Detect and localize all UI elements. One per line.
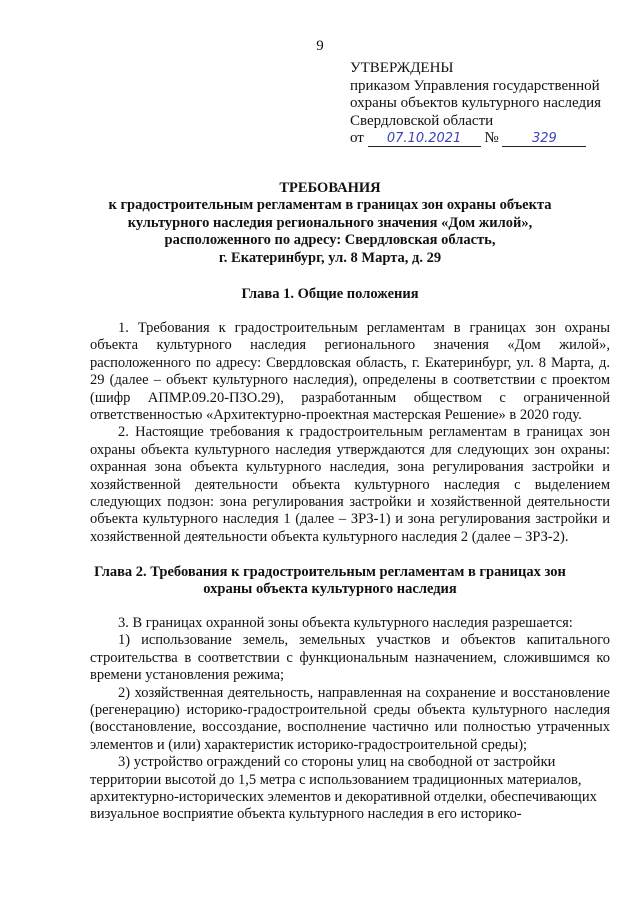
paragraph: 3) устройство ограждений со стороны улиц на свободной от застройки территории высотой до 1,5 метра с использованием традиционных материалов, архитектурно-исторических элементов и декоративной отделки, обеспечивающих визуальное восприятие объекта культурного наследия в его историко- bbox=[90, 754, 597, 823]
handwritten-date: 07.10.2021 bbox=[368, 131, 481, 147]
approval-line: приказом Управления государственной bbox=[350, 77, 600, 94]
chapter-2-title bbox=[90, 564, 570, 599]
chapter-2-title-line: Глава 2. Требования к градостроительным регламентам в границах зон bbox=[94, 564, 566, 580]
title-line: к градостроительным регламентам в границах зон охраны объекта bbox=[108, 197, 552, 214]
paragraph: 3. В границах охранной зоны объекта культурного наследия разрешается: bbox=[118, 615, 573, 631]
number-prefix: № bbox=[484, 130, 499, 146]
approval-line: Свердловской области bbox=[350, 112, 494, 129]
paragraph: 1. Требования к градостроительным регламентам в границах зон охраны объекта культурного наследия регионального значения «Дом жилой», расположенного по адресу: Свердловская область, г. Екатеринбург, ул. 8 Марта, д. 29 (далее – объект культурного наследия), определены в соответствии с проектом (шифр АПМР.09.20-ПЗО.29), разработанным обществом с ограниченной ответственностью «Архитектурно-проектная мастерская Решение» в 2020 году. bbox=[90, 320, 610, 424]
approval-title: УТВЕРЖДЕНЫ bbox=[350, 60, 454, 76]
chapter-2-body bbox=[90, 615, 610, 824]
approval-stamp bbox=[350, 60, 620, 148]
approval-date-row bbox=[350, 130, 620, 148]
approval-line: охраны объектов культурного наследия bbox=[350, 95, 602, 111]
chapter-2-title-line: охраны объекта культурного наследия bbox=[203, 581, 457, 598]
chapter-1-body bbox=[90, 320, 610, 546]
title-line: культурного наследия регионального значения «Дом жилой», bbox=[127, 214, 533, 231]
title-line: г. Екатеринбург, ул. 8 Марта, д. 29 bbox=[218, 249, 442, 266]
chapter-1-title: Глава 1. Общие положения bbox=[241, 286, 419, 302]
title-heading: ТРЕБОВАНИЯ bbox=[279, 180, 381, 196]
paragraph: 1) использование земель, земельных участков и объектов капитального строительства в соответствии с функциональным назначением, сложившимся ко времени установления режима; bbox=[90, 632, 610, 684]
handwritten-number: 329 bbox=[502, 131, 586, 147]
page-number: 9 bbox=[316, 38, 324, 54]
paragraph: 2. Настоящие требования к градостроительным регламентам в границах зон охраны объекта культурного наследия утверждаются для следующих зон охраны: охранная зона объекта культурного наследия, зона регулирования застройки и хозяйственной деятельности объекта культурного наследия с выделением следующих подзон: зона регулирования застройки и хозяйственной деятельности объекта культурного наследия 1 (далее – ЗРЗ-1) и зона регулирования застройки и хозяйственной деятельности объекта культурного наследия 2 (далее – ЗРЗ-2). bbox=[90, 424, 610, 545]
document-title bbox=[90, 180, 570, 267]
date-prefix: от bbox=[350, 130, 364, 146]
paragraph: 2) хозяйственная деятельность, направленная на сохранение и восстановление (регенерацию) историко-градостроительной среды объекта культурного наследия (восстановление, воссоздание, восполнение частично или полностью утраченных элементов и (или) характеристик историко-градостроительной среды); bbox=[90, 684, 610, 753]
title-line: расположенного по адресу: Свердловская область, bbox=[164, 232, 496, 249]
